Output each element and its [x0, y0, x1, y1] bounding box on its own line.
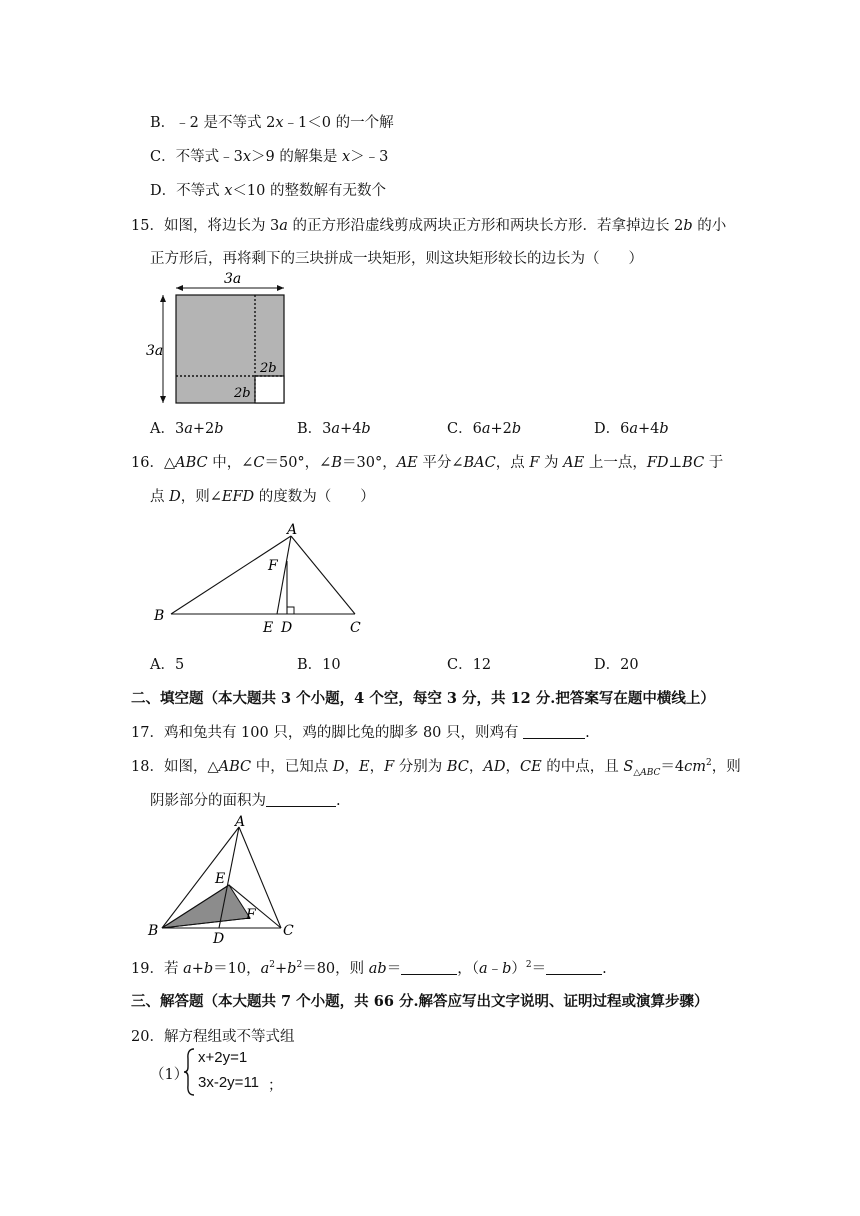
- q20-part1-label: （1）: [150, 1067, 189, 1083]
- q16-label-d: D: [281, 620, 293, 636]
- q15-stem-line2: 正方形后，再将剩下的三块拼成一块矩形，则这块矩形较长的边长为（ ）: [150, 251, 643, 267]
- q16-choice-b[interactable]: B．10: [297, 657, 341, 673]
- section2-heading: 二、填空题（本大题共 3 个小题，4 个空，每空 3 分，共 12 分.把答案写在题中横线上）: [131, 690, 715, 707]
- q18-label-a: A: [235, 815, 246, 830]
- q18-stem-line1: 18．如图，△ABC 中，已知点 D，E，F 分别为 BC，AD，CE 的中点，且 $S_{\triangle ABC}=4cm^2$，则: [131, 758, 741, 778]
- q18-label-d: D: [213, 931, 225, 947]
- q14-option-c: C．不等式﹣3x＞9 的解集是 x＞﹣3: [150, 149, 389, 165]
- q17-text: 17．鸡和兔共有 100 只，鸡的脚比兔的脚多 80 只，则鸡有 .: [131, 725, 590, 741]
- q20-semicolon: ；: [268, 1078, 283, 1094]
- q15-label-top: 3a: [224, 271, 242, 287]
- q16-choice-c[interactable]: C．12: [447, 657, 492, 673]
- q16-label-c: C: [350, 620, 361, 636]
- q20-title: 20．解方程组或不等式组: [131, 1029, 295, 1045]
- q16-choice-d[interactable]: D．20: [594, 657, 639, 673]
- q15-label-left: 3a: [146, 343, 164, 359]
- q20-equation-2: 3x-2y=11: [198, 1074, 260, 1091]
- q18-stem-line2: 阴影部分的面积为 .: [150, 793, 341, 809]
- q16-label-a: A: [287, 522, 298, 538]
- q18-label-e: E: [215, 871, 226, 887]
- q16-stem-line2: 点 D，则∠EFD 的度数为（ ）: [150, 489, 375, 505]
- q16-label-f: F: [268, 558, 278, 574]
- q16-choice-a[interactable]: A．5: [150, 657, 185, 673]
- q16-label-e: E: [263, 620, 274, 636]
- q15-choice-a[interactable]: A．3a+2b: [150, 421, 224, 437]
- q15-label-inner-right: 2b: [260, 361, 277, 376]
- brace-icon: [182, 1047, 196, 1097]
- q15-figure: [140, 268, 300, 410]
- q15-choice-b[interactable]: B．3a+4b: [297, 421, 371, 437]
- q15-label-inner-bottom: 2b: [234, 386, 251, 401]
- section3-heading: 三、解答题（本大题共 7 个小题，共 66 分.解答应写出文字说明、证明过程或演算步骤）: [131, 993, 709, 1010]
- q19-text: 19．若 a+b＝10，$a^2+b^2=80$，则 ab＝ ，（a﹣b）$^2$＝ .: [131, 960, 607, 977]
- q18-figure: [146, 815, 306, 950]
- q20-equation-1: x+2y=1: [198, 1049, 248, 1066]
- q16-label-b: B: [154, 608, 165, 624]
- q14-option-b: B．﹣2 是不等式 2x﹣1＜0 的一个解: [150, 115, 394, 131]
- q18-label-c: C: [283, 923, 294, 939]
- q15-small-square: [255, 376, 284, 403]
- q14-option-d: D．不等式 x＜10 的整数解有无数个: [150, 183, 386, 199]
- q16-stem-line1: 16．△ABC 中，∠C＝50°，∠B＝30°，AE 平分∠BAC，点 F 为 AE 上一点，FD⊥BC 于: [131, 455, 724, 471]
- q15-stem-line1: 15．如图，将边长为 3a 的正方形沿虚线剪成两块正方形和两块长方形．若拿掉边长 2b 的小: [131, 218, 727, 234]
- q18-label-f: F: [246, 907, 256, 923]
- q15-choice-c[interactable]: C．6a+2b: [447, 421, 522, 437]
- q15-choice-d[interactable]: D．6a+4b: [594, 421, 669, 437]
- q18-label-b: B: [148, 923, 159, 939]
- q16-figure: [146, 518, 376, 640]
